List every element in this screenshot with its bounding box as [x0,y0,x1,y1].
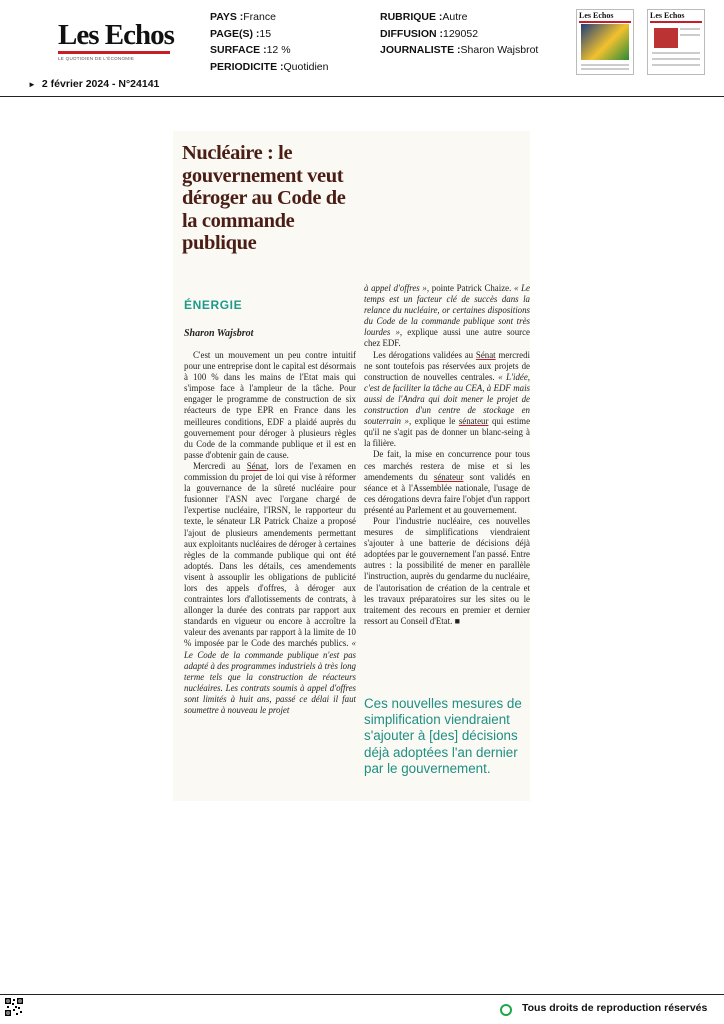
issue-date: ► 2 février 2024 - N°24141 [28,78,160,90]
thumbnail-photo [581,24,629,60]
paragraph: Mercredi au Sénat, lors de l'examen en commission du projet de loi qui vise à réformer la gouvernance de la sûreté nucléaire pour fusionner l'ASN avec l'organe chargé de l'expertise nucléaire, l'IRSN, le rapporteur du texte, le sénateur LR Patrick Chaize a proposé l'ajout de plusieurs amendements permettant aux exploitants nucléaires de déroger à certaines règles de la commande publique qui ont été adoptés. Dans les détails, ces amendements visent à assouplir les obligations de publicité lors des appels d'offres, à déroger aux contraintes lors d'allotissements de contrats, à allonger la durée des contrats par rapport aux standards en vigueur ou encore à accroître la valeur des avenants par rapport à la limite de 10 % imposée par le Code des marchés publics. « Le Code de la commande publique n'est pas adapté à des programmes industriels à très long terme tels que la construction de réacteurs nucléaires. Les contrats soumis à appel d'offres sont limités à huit ans, passé ce délai il faut soumettre à nouveau le projet [184,460,356,715]
senat-link[interactable]: Sénat [475,349,496,360]
pull-quote: Ces nouvelles mesures de simplification viendraient s'ajouter à [des] décisions déjà adoptées l'an dernier par le gouvernement. [364,696,522,776]
paragraph: C'est un mouvement un peu contre intuitif pour une entreprise dont le capital est désormais à 100 % dans les mains de l'Etat mais qui s'impose face à l'ampleur de la tâche. Pour engager le programme de construction de six réacteurs de type EPR en France dans les meilleures conditions, EDF a plaidé auprès du gouvernement pour déroger à plusieurs règles du Code de la commande publique et il est en passe d'obtenir gain de cause. [184,350,356,460]
copyright-notice: Tous droits de reproduction réservés [522,1002,708,1014]
meta-periodicite: PERIODICITE :Quotidien [210,61,329,74]
thumbnail-bar [650,21,702,23]
page-thumbnail-front[interactable] [576,9,634,75]
thumbnail-line [680,34,700,36]
triangle-right-icon: ► [28,80,36,89]
page-thumbnail-article[interactable] [647,9,705,75]
article-headline: Nucléaire : le gouvernement veut déroger au Code de la commande publique [182,142,346,254]
meta-left [210,9,328,76]
meta-rubrique: RUBRIQUE :Autre [380,11,468,23]
thumbnail-line [652,64,700,66]
senateur-link[interactable]: sénateur [433,471,464,482]
qr-code-icon [5,998,23,1016]
senateur-link[interactable]: sénateur [458,416,489,427]
thumbnail-title: Les Echos [650,11,685,20]
meta-right [380,9,538,59]
logo-rule [58,51,170,54]
footer-divider [0,994,724,995]
paragraph: Pour l'industrie nucléaire, ces nouvelles mesures de simplifications viendraient s'ajouter à une batterie de décisions déjà adoptées par le gouvernement l'an passé. Entre autres : la possibilité de mener en parallèle l'instruction, auprès du gendarme du nucléaire, de l'autorisation de création de la centrale et les travaux préparatoires sur les sites ou le traitement des recours en premier et dernier ressort au Conseil d'Etat. ■ [364,515,530,626]
article-column-1 [184,350,356,716]
thumbnail-bar [579,21,631,23]
thumbnail-line [652,58,700,60]
les-echos-logo [58,20,176,61]
paragraph: Les dérogations validées au Sénat mercredi ne sont toutefois pas réservées aux projets de construction de nouvelles centrales. « L'idée, c'est de faciliter la tâche au CEA, à EDF mais aussi de l'Andra qui doit mener le projet de construction d'un centre de stockage en souterrain », explique le sénateur qui estime qu'il ne s'agit pas de donner un blanc-seing à la filière. [364,349,531,449]
thumbnail-line [581,68,629,70]
header-divider [0,96,724,97]
meta-pays: PAYS :France [210,11,276,23]
meta-surface: SURFACE :12 % [210,44,291,57]
circle-icon [500,1004,512,1016]
thumbnail-line [680,28,700,30]
meta-pages: PAGE(S) :15 [210,27,272,40]
thumbnail-line [652,52,700,54]
logo-tagline: LE QUOTIDIEN DE L'ÉCONOMIE [58,56,135,61]
senat-link[interactable]: Sénat [246,460,267,471]
meta-diffusion: DIFFUSION :129052 [380,27,479,40]
paragraph: De fait, la mise en concurrence pour tous ces marchés restera de mise et si les amendements du sénateur sont validés en séance et à l'Assemblée nationale, l'usage de ces dérogations devra faire l'objet d'un rapport présenté au Parlement et au gouvernement. [364,449,531,515]
article-rubric: ÉNERGIE [184,298,243,312]
article-byline: Sharon Wajsbrot [184,328,254,339]
article-column-2 [364,283,530,627]
thumbnail-line [581,64,629,66]
logo-text: Les Echos [58,19,174,51]
meta-journaliste: JOURNALISTE :Sharon Wajsbrot [380,44,539,57]
paragraph: à appel d'offres », pointe Patrick Chaize. « Le temps est un facteur clé de succès dans la relance du nucléaire, or certaines dispositions du Code de la commande publique sont très lourdes », explique aussi une autre source chez EDF. [364,283,530,349]
thumbnail-photo [654,28,678,48]
thumbnail-title: Les Echos [579,11,614,20]
